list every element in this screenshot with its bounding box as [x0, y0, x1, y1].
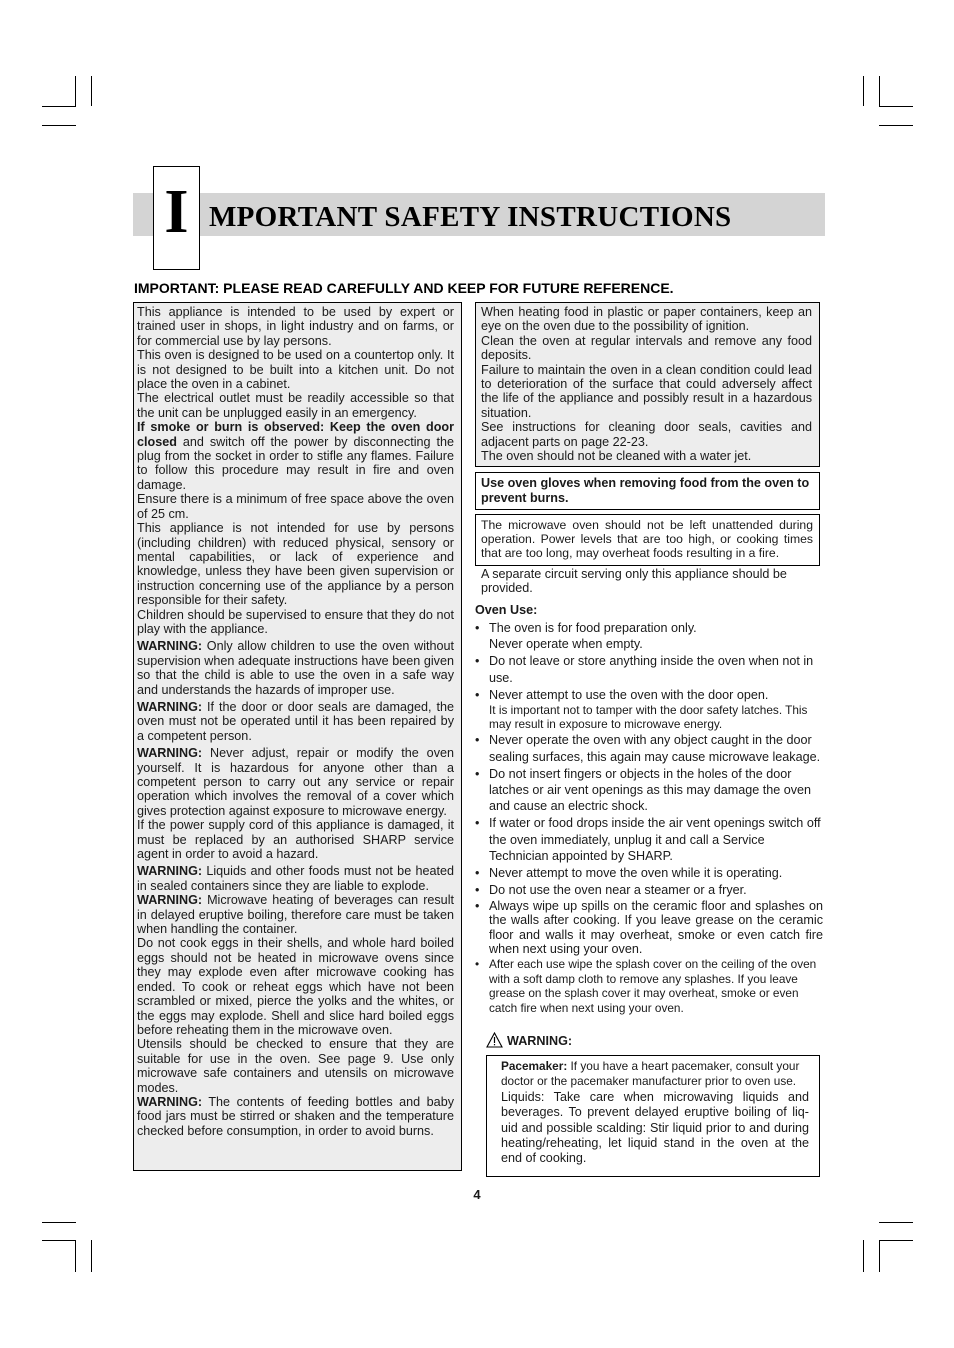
- warning-label: WARNING:: [137, 893, 203, 908]
- list-item: • Do not leave or store anything inside the oven when not in use.: [475, 654, 814, 685]
- warning-label: WARNING:: [137, 1094, 203, 1109]
- liquids-paragraph: Liquids: Take care when microwaving liquids and beverages. To prevent delayed eruptive boiling of liq-uid and possible scalding: Stir liquid prior to and during heating/reheating, let liquid stand in the oven at the end of cooking.: [501, 1089, 809, 1166]
- paragraph: This appliance is intended to be used by expert or trained user in shops, in light industry and on farms, or for commercial use by lay persons.: [137, 305, 454, 348]
- warning-paragraph: WARNING: The contents of feeding bottles and baby food jars must be stirred or shaken and the temperature checked before consumption, in order to avoid burns.: [137, 1094, 454, 1138]
- warning-paragraph: WARNING: Never adjust, repair or modify the oven yourself. It is hazardous for anyone other than a competent person to carry out any service or repair operation which involves the removal of a cover which gives protection against exposure to microwave energy.: [137, 746, 454, 818]
- paragraph: If smoke or burn is observed: Keep the oven door closed and switch off the power by disconnecting the plug from the socket in order to stifle any flames. Failure to follow this procedure may result in fire and oven damage.: [137, 420, 454, 492]
- paragraph: The electrical outlet must be readily accessible so that the unit can be unplugged easily in an emergency.: [137, 391, 454, 420]
- paragraph: See instructions for cleaning door seals, cavities and adjacent parts on page 22-23.: [481, 420, 812, 449]
- warning-heading: WARNING:: [486, 1032, 572, 1050]
- warning-paragraph: WARNING: Microwave heating of beverages can result in delayed eruptive boiling, therefore care must be taken when handling the container.: [137, 893, 454, 937]
- warning-label: WARNING:: [137, 699, 203, 714]
- drop-cap-letter: I: [164, 178, 189, 246]
- paragraph: When heating food in plastic or paper containers, keep an eye on the oven due to the possibility of ignition.: [481, 305, 812, 334]
- warning-paragraph: WARNING: If the door or door seals are damaged, the oven must not be operated until it has been repaired by a competent person.: [137, 699, 454, 743]
- paragraph: The microwave oven should not be left unattended during operation. Power levels that are too high, or cooking times that are too long, may overheat foods resulting in a fire.: [481, 518, 813, 561]
- paragraph: This oven is designed to be used on a countertop only. It is not designed to be built into a kitchen unit. Do not place the oven in a cabinet.: [137, 348, 454, 392]
- list-item: • If water or food drops inside the air vent openings switch off the oven immediately, unplug it and call a Service Technician appointed by SHARP.: [475, 816, 821, 864]
- pacemaker-label: Pacemaker:: [501, 1059, 568, 1073]
- paragraph: Children should be supervised to ensure that they do not play with the appliance.: [137, 607, 454, 636]
- warning-label: WARNING:: [137, 864, 203, 879]
- warning-paragraph: WARNING: Liquids and other foods must not be heated in sealed containers since they are liable to explode.: [137, 864, 454, 893]
- list-item: • Never operate the oven with any object caught in the door sealing surfaces, this again may cause microwave leakage.: [475, 733, 821, 764]
- paragraph: Clean the oven at regular intervals and remove any food deposits.: [481, 333, 812, 363]
- pacemaker-paragraph: Pacemaker: If you have a heart pacemaker, consult your doctor or the pacemaker manufacturer prior to oven use.: [501, 1059, 800, 1089]
- smoke-warning-bold: If smoke or burn is observed: Keep the oven door closed: [137, 420, 454, 449]
- list-item: • Never attempt to move the oven while it is operating.: [475, 866, 783, 881]
- page-number: 4: [473, 1187, 481, 1202]
- paragraph: Failure to maintain the oven in a clean condition could lead to deterioration of the surface that could adversely affect the life of the appliance and possibly result in a hazardous situation.: [481, 362, 812, 420]
- list-item: • After each use wipe the splash cover on the ceiling of the oven with a soft damp cloth to remove any splashes. If you leave grease on the splash cover it may overheat, smoke or even catch fire when next using your oven.: [475, 957, 817, 1015]
- list-item: • Never attempt to use the oven with the door open. It is important not to tamper with the door safety latches. This may result in exposure to microwave energy.: [475, 687, 808, 732]
- unattended-box: [475, 514, 820, 566]
- list-item: • Do not insert fingers or objects in the holes of the door latches or air vent openings as this may damage the oven and cause an electric shock.: [475, 766, 812, 814]
- separate-circuit-text: A separate circuit serving only this appliance should be provided.: [481, 567, 787, 596]
- paragraph: Ensure there is a minimum of free space above the oven of 25 cm.: [137, 492, 454, 521]
- oven-use-list: [475, 620, 823, 1016]
- list-item: • The oven is for food preparation only. Never operate when empty.: [475, 621, 697, 652]
- paragraph: The oven should not be cleaned with a water jet.: [481, 449, 752, 464]
- list-item: • Do not use the oven near a steamer or a fryer.: [475, 883, 747, 897]
- paragraph: This appliance is not intended for use by persons (including children) with reduced physical, sensory or mental capabilities, or lack of experience and knowledge, unless they have been given supervision or instruction concerning use of the appliance by a person responsible for their safety.: [137, 521, 454, 608]
- warning-paragraph: WARNING: Only allow children to use the oven without supervision when adequate instructions have been given so that the child is able to use the oven in a safe way and understands the hazards of improper use.: [137, 639, 454, 697]
- subheading: IMPORTANT: PLEASE READ CAREFULLY AND KEEP FOR FUTURE REFERENCE.: [134, 280, 674, 296]
- warning-triangle-icon: [486, 1032, 503, 1048]
- warning-label: WARNING:: [137, 639, 203, 654]
- drop-cap-box: [153, 166, 200, 270]
- warning-label: WARNING:: [137, 746, 203, 761]
- pacemaker-box: [486, 1055, 820, 1177]
- paragraph: Do not cook eggs in their shells, and whole hard boiled eggs should not be heated in microwave ovens since they may explode even after microwave cooking has ended. To cook or reheat eggs which have not been scrambled or mixed, pierce the yolks and the whites, or the eggs may explode. Shell and slice hard boiled eggs before reheating them in the microwave oven.: [137, 936, 454, 1037]
- oven-use-heading: Oven Use:: [475, 603, 538, 617]
- list-item: • Always wipe up spills on the ceramic floor and splashes on the walls after cooking. If you leave grease on the ceramic floor and walls it may overheat, smoke or even catch fire when next using your oven.: [475, 898, 823, 957]
- left-safety-box: [133, 302, 462, 1171]
- paragraph: If the power supply cord of this appliance is damaged, it must be replaced by an authorised SHARP service agent in order to avoid a hazard.: [137, 818, 454, 862]
- page-title: MPORTANT SAFETY INSTRUCTIONS: [209, 201, 732, 233]
- cleaning-box: [475, 302, 820, 467]
- paragraph: Utensils should be checked to ensure that they are suitable for use in the oven. See page 9. Use only microwave safe containers and utensils on microwave modes.: [137, 1037, 454, 1095]
- oven-gloves-box: Use oven gloves when removing food from the oven to prevent burns.: [475, 472, 820, 510]
